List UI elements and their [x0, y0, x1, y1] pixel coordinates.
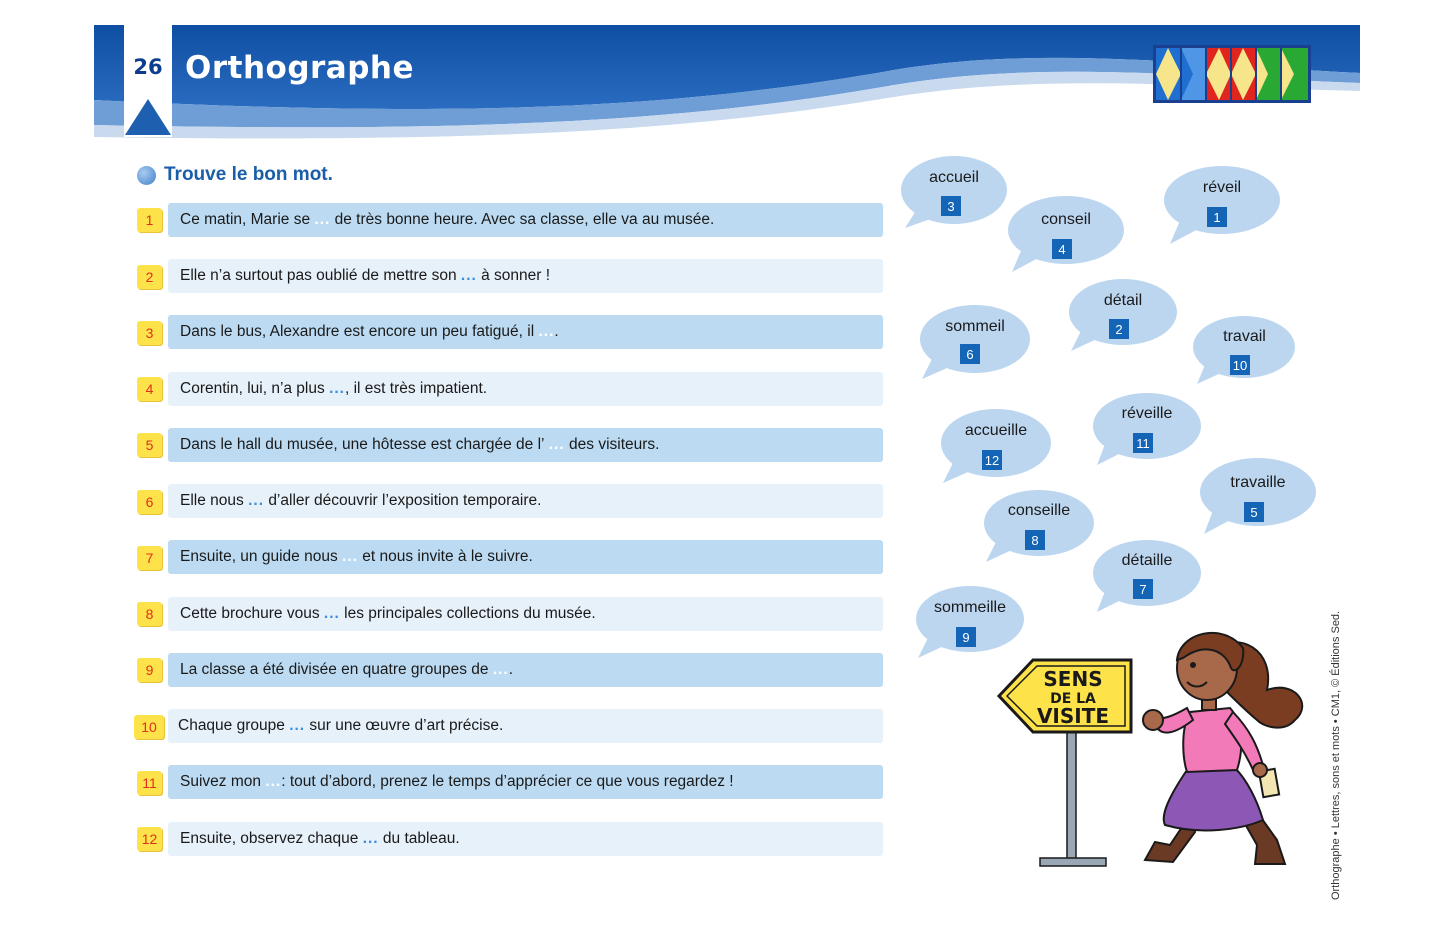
blank-dots: ... [362, 830, 379, 847]
blank-dots: ... [329, 380, 345, 397]
sentence-text: Cette brochure vous [180, 605, 320, 622]
sentence-text: . [508, 661, 514, 678]
bubble-number: 2 [1109, 319, 1129, 339]
sentence-row [168, 822, 883, 856]
blank-dots: ... [492, 661, 509, 678]
bubble-number: 9 [956, 627, 976, 647]
sentence-text: Ce matin, Marie se [180, 211, 311, 228]
bubble-number: 4 [1052, 239, 1072, 259]
blank-dots: ... [460, 267, 477, 284]
bubble-word: conseil [1041, 211, 1091, 228]
bubble-word: réveil [1202, 179, 1242, 196]
blank-dots: ... [265, 773, 282, 790]
sentence-number: 4 [137, 377, 162, 401]
bubble-number: 1 [1207, 207, 1227, 227]
sentence-text: à sonner ! [481, 267, 551, 284]
bubble-number: 8 [1025, 530, 1045, 550]
sentence-text: sur une œuvre d’art précise. [309, 717, 504, 734]
bubble-word: réveille [1121, 405, 1173, 422]
word-bubble [1008, 196, 1124, 264]
word-bubble [941, 409, 1051, 477]
sentence-row [168, 540, 883, 574]
bubble-number: 12 [982, 450, 1002, 470]
sentence-number: 3 [137, 321, 162, 345]
sentence-text: . [554, 323, 559, 340]
sentence-number: 10 [134, 715, 164, 739]
sentence-row [168, 372, 883, 406]
page-number: 26 [133, 55, 163, 79]
sentence-text: Corentin, lui, n’a plus [180, 380, 325, 397]
sentence-row [168, 259, 883, 293]
word-bubble [1164, 166, 1280, 234]
bubble-word: accueil [929, 169, 979, 186]
bullet-icon [137, 166, 156, 185]
sentence-text: Dans le hall du musée, une hôtesse est chargée de l’ [180, 436, 545, 453]
sentence-text: du tableau. [382, 830, 460, 847]
sentence-text: Ensuite, un guide nous [180, 548, 338, 565]
sentence-number: 8 [137, 602, 162, 626]
sign-line-2: DE LA [1050, 691, 1096, 707]
sentence-row [168, 428, 883, 462]
word-bubble [920, 305, 1030, 373]
bubble-number: 5 [1244, 502, 1264, 522]
bubble-number: 10 [1230, 355, 1250, 375]
sentence-text: d’aller découvrir l’exposition temporaire. [268, 492, 542, 509]
word-bubble [1069, 279, 1177, 345]
sentence-number: 2 [137, 265, 162, 289]
sentence-text: Dans le bus, Alexandre est encore un peu fatigué, il [180, 323, 535, 340]
sentence-text: , il est très impatient. [344, 380, 488, 397]
word-bubble [901, 156, 1007, 224]
side-footer: Orthographe • Lettres, sons et mots • CM1, © Éditions Sed. [1330, 610, 1342, 900]
sentence-row [168, 765, 883, 799]
blank-dots: ... [342, 548, 358, 565]
sentence-text: des visiteurs. [569, 436, 660, 453]
blank-dots: ... [538, 323, 555, 340]
colored-tiles-logo-icon [1153, 45, 1311, 103]
instruction [137, 163, 333, 187]
bubble-number: 11 [1133, 433, 1153, 453]
instruction-text: Trouve le bon mot. [164, 164, 333, 185]
blank-dots: ... [289, 717, 306, 734]
bubble-word: accueille [964, 422, 1028, 439]
word-bubble [1200, 458, 1316, 526]
bubble-word: détail [1103, 292, 1143, 309]
page-title: Orthographe [185, 50, 415, 86]
word-bubble [984, 490, 1094, 556]
bubble-word: sommeil [945, 318, 1005, 335]
sentence-row [168, 203, 883, 237]
blank-dots: ... [314, 211, 331, 228]
blank-dots: ... [323, 605, 340, 622]
sentence-row [168, 597, 883, 631]
sentence-number: 9 [137, 658, 162, 682]
sentence-text: de très bonne heure. Avec sa classe, elle va au musée. [334, 211, 715, 228]
sentence-text: les principales collections du musée. [344, 605, 596, 622]
sentence-row [168, 709, 883, 743]
sentence-text: Elle n’a surtout pas oublié de mettre son [180, 267, 457, 284]
sentence-number: 5 [137, 433, 162, 457]
sentence-text: La classe a été divisée en quatre groupes de [180, 661, 489, 678]
sign-line-1: SENS [1043, 667, 1103, 691]
sentence-row [168, 315, 883, 349]
word-bubble [1093, 540, 1201, 606]
sentence-number: 12 [137, 827, 162, 851]
sign-line-3: VISITE [1036, 704, 1110, 728]
sentence-row [168, 484, 883, 518]
bubble-word: travaille [1230, 474, 1286, 491]
sentence-row [168, 653, 883, 687]
bubble-word: travail [1223, 328, 1266, 345]
sentence-text: Chaque groupe [178, 717, 285, 734]
sentence-number: 6 [137, 490, 162, 514]
bubble-number: 3 [941, 196, 961, 216]
girl-with-sign-illustration [995, 620, 1315, 880]
sentence-text: : tout d’abord, prenez le temps d’apprécier ce que vous regardez ! [281, 773, 734, 790]
sentence-text: et nous invite à le suivre. [362, 548, 533, 565]
blank-dots: ... [548, 436, 565, 453]
bubble-number: 6 [960, 344, 980, 364]
word-bubble [1093, 393, 1201, 459]
sentence-text: Ensuite, observez chaque [180, 830, 359, 847]
blank-dots: ... [248, 492, 264, 509]
bubble-word: conseille [1007, 502, 1071, 519]
bubble-word: détaille [1121, 552, 1173, 569]
bubble-number: 7 [1133, 579, 1153, 599]
sentence-text: Suivez mon [180, 773, 261, 790]
word-bubble [1193, 316, 1296, 378]
sentence-number: 1 [137, 208, 162, 232]
sentence-number: 11 [137, 771, 162, 795]
sentence-text: Elle nous [180, 492, 244, 509]
bubble-word: sommeille [933, 599, 1006, 616]
sentence-number: 7 [137, 546, 162, 570]
